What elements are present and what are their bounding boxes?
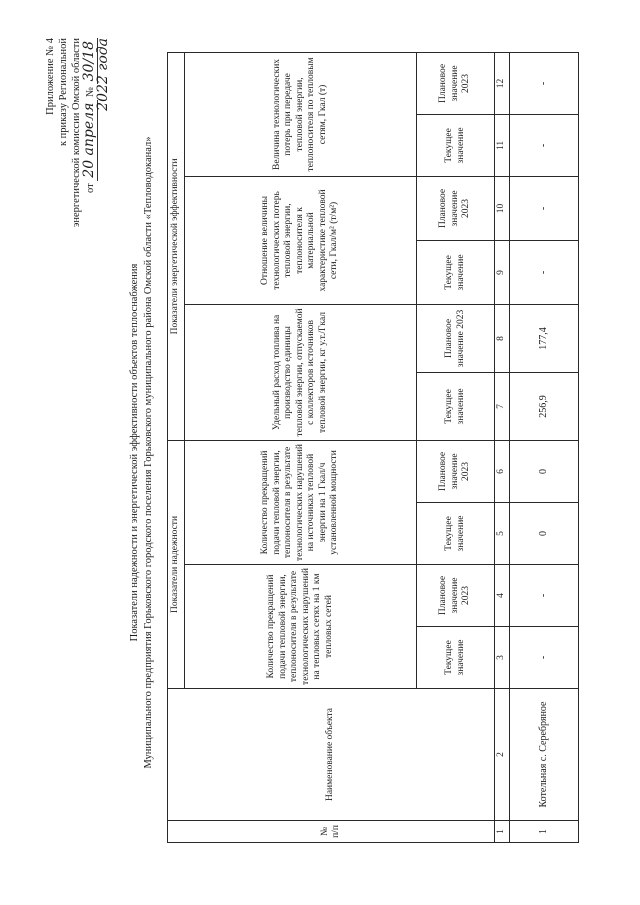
cell-value: - xyxy=(509,627,579,689)
header-metric-loss-ratio: Отношение величины технологических потерь тепловой энергии, теплоносителя к материальной характеристике тепловой сети, Гкал/м² (т/м²) xyxy=(185,176,417,304)
column-number: 4 xyxy=(495,565,510,627)
cell-value: - xyxy=(509,565,579,627)
column-number: 6 xyxy=(495,440,510,502)
header-metric-network-interruptions: Количество прекращений подачи тепловой энергии, теплоносителя в результате технологических нарушений на тепловых сетях на 1 км тепловых сетей xyxy=(185,565,417,689)
header-metric-heat-losses: Величина технологических потерь при передаче тепловой энергии, теплоносителя по тепловым сетям, Гкал (т) xyxy=(185,52,417,176)
header-current: Текущее значение xyxy=(417,627,495,689)
cell-value: - xyxy=(509,176,579,240)
header-efficiency-group: Показатели энергетической эффективности xyxy=(168,52,185,440)
column-number: 9 xyxy=(495,240,510,304)
appendix-commission: энергетической комиссии Омской области xyxy=(71,38,82,228)
column-number: 3 xyxy=(495,627,510,689)
handwritten-number: 30/18 xyxy=(81,38,98,84)
header-planned: Плановое значение 2023 xyxy=(417,176,495,240)
cell-value: 177,4 xyxy=(509,304,579,372)
date-prefix: от xyxy=(85,183,96,194)
column-number: 8 xyxy=(495,304,510,372)
row-object-name: Котельная с. Серебряное xyxy=(509,689,579,821)
number-label: № xyxy=(85,86,96,98)
cell-value: 0 xyxy=(509,440,579,502)
column-number: 11 xyxy=(495,114,510,176)
cell-value: 0 xyxy=(509,503,579,565)
appendix-number: Приложение № 4 xyxy=(45,38,56,115)
column-number-row xyxy=(495,52,510,842)
header-planned: Плановое значение 2023 xyxy=(417,304,495,372)
indicators-table xyxy=(167,52,579,843)
header-no: № п/п xyxy=(168,821,495,843)
column-number: 10 xyxy=(495,176,510,240)
header-metric-source-interruptions: Количество прекращений подачи тепловой энергии, теплоносителя в результате технологических нарушений на источниках тепловой энергии на 1 Гкал/ч установленной мощности xyxy=(185,440,417,564)
column-number: 5 xyxy=(495,503,510,565)
header-name: Наименование объекта xyxy=(168,689,495,821)
cell-value: - xyxy=(509,52,579,114)
row-no: 1 xyxy=(509,821,579,843)
header-planned: Плановое значение 2023 xyxy=(417,565,495,627)
header-current: Текущее значение xyxy=(417,503,495,565)
header-metric-fuel-consumption: Удельный расход топлива на производство единицы тепловой энергии, отпускаемой с коллекторов источников тепловой энергии, кг у.т./Гкал xyxy=(185,304,417,440)
cell-value: - xyxy=(509,240,579,304)
appendix-order-ref: к приказу Региональной xyxy=(58,38,69,147)
appendix-header xyxy=(44,38,111,338)
document-subtitle: Муниципального предприятия Горьковского городского поселения Горьковского муниципального района Омской области «Тепловодоканал» xyxy=(143,136,154,769)
column-number: 7 xyxy=(495,372,510,440)
header-row-groups xyxy=(168,52,185,842)
header-reliability-group: Показатели надежности xyxy=(168,440,185,688)
cell-value: - xyxy=(509,114,579,176)
header-planned: Плановое значение 2023 xyxy=(417,440,495,502)
header-current: Текущее значение xyxy=(417,114,495,176)
cell-value: 256,9 xyxy=(509,372,579,440)
document-title: Показатели надежности и энергетической эффективности объектов теплоснабжения xyxy=(129,263,140,642)
handwritten-year: 2022 года xyxy=(95,38,111,111)
column-number: 2 xyxy=(495,689,510,821)
table-row xyxy=(509,52,579,842)
column-number: 1 xyxy=(495,821,510,843)
appendix-year-line xyxy=(97,38,111,338)
header-current: Текущее значение xyxy=(417,240,495,304)
handwritten-date: 20 апреля xyxy=(81,100,98,181)
header-planned: Плановое значение 2023 xyxy=(417,52,495,114)
header-current: Текущее значение xyxy=(417,372,495,440)
column-number: 12 xyxy=(495,52,510,114)
